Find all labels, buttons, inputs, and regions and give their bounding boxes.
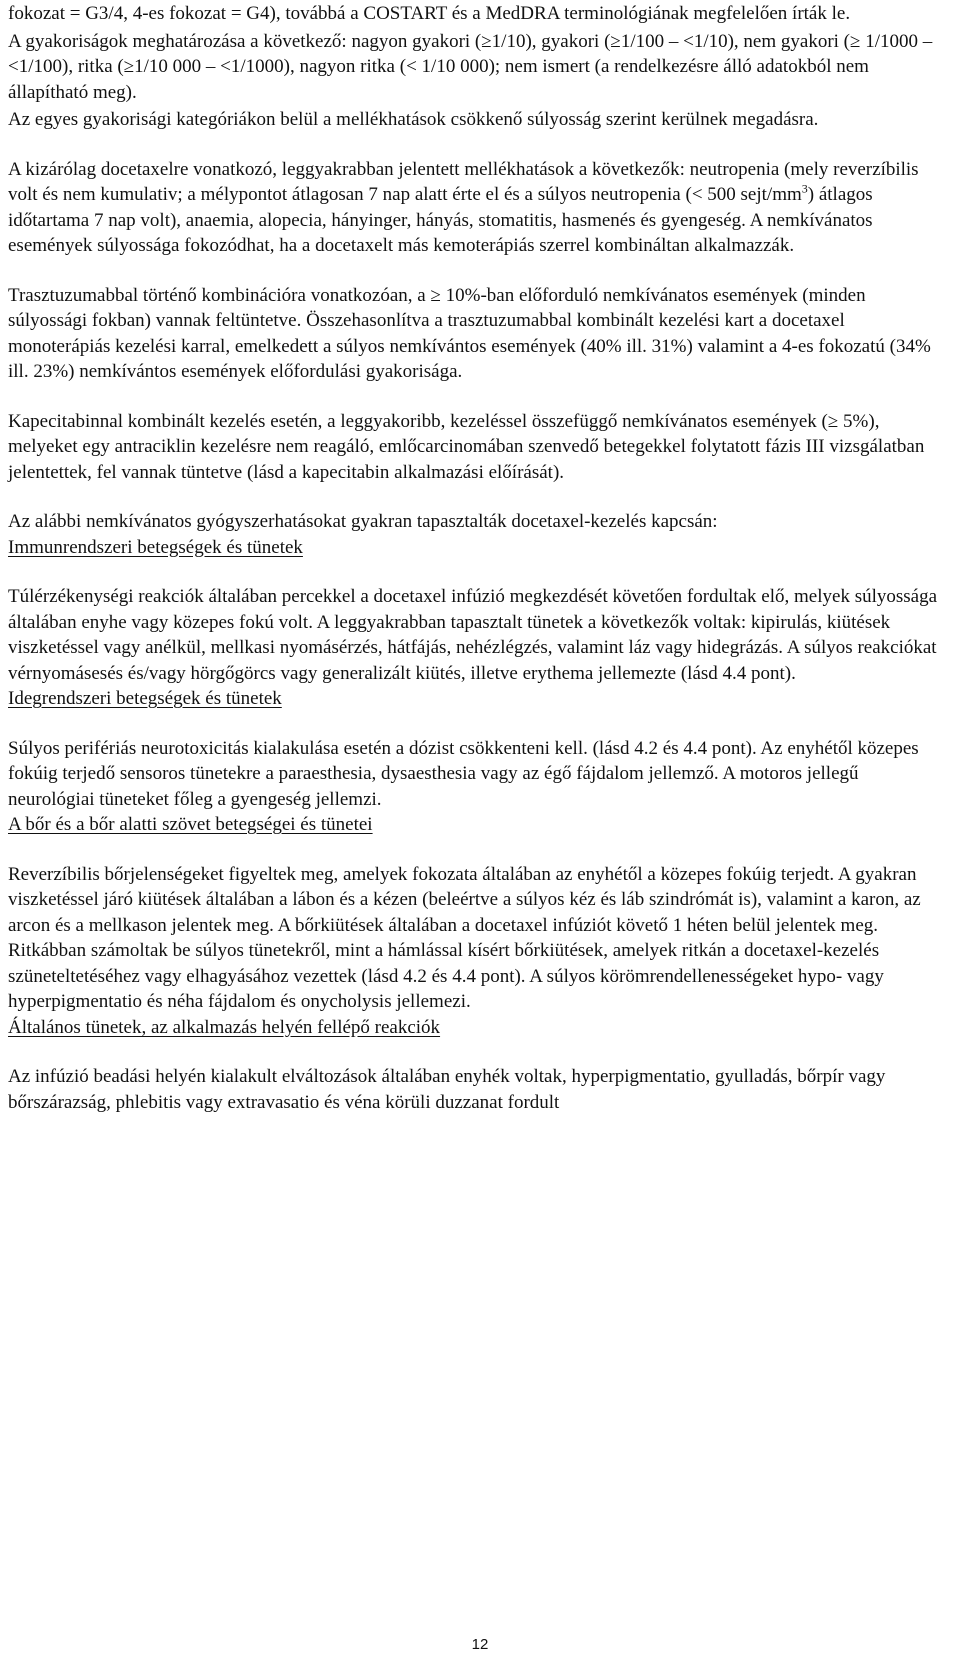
superscript-cubic: 3	[801, 181, 808, 196]
paragraph-frequency-ordering: Az egyes gyakorisági kategóriákon belül a mellékhatások csökkenő súlyosság szerint kerülnek megadásra.	[8, 109, 819, 130]
paragraph-hypersensitivity: Túlérzékenységi reakciók általában percekkel a docetaxel infúzió megkezdését követően fordultak elő, melyek súlyossága általában enyhe vagy közepes fokú volt. A leggyakrabban tapasztalt tünetek a következők voltak: kipirulás, kiütések viszketéssel vagy anélkül, mellkasi nyomásérzés, hátfájás, nehézlégzés, valamint láz vagy hidegrázás. A súlyos reakciókat vérnyomásesés és/vagy hörgőgörcs vagy generalizált kiütés, illetve erythema jellemezte (lásd 4.4 pont).	[8, 586, 938, 684]
paragraph-skin-reactions: Reverzíbilis bőrjelenségeket figyeltek meg, amelyek fokozata általában az enyhétől a közepes fokúig terjedt. A gyakran viszketéssel járó kiütések általában a lábon és a kézen (beleértve a súlyos kéz és láb szindrómát is), valamint a karon, az arcon és a mellkason jelentek meg. A bőrkiütések általában a docetaxel infúziót követő 1 héten belül jelentek meg. Ritkábban számoltak be súlyos tünetekről, mint a hámlással kísért bőrkiütések, amelyek ritkán a docetaxel-kezelés szüneteltetéséhez vagy elhagyásához vezettek (lásd 4.2 és 4.4 pont). A súlyos körömrendellenességeket hypo- vagy hyperpigmentatio és néha fájdalom és onycholysis jellemezi.	[8, 863, 921, 1012]
paragraph-adverse-reactions-intro: Az alábbi nemkívánatos gyógyszerhatásokat gyakran tapasztalták docetaxel-kezelés kapcsán:	[8, 511, 718, 532]
paragraph-capecitabine-combination: Kapecitabinnal kombinált kezelés esetén, a leggyakoribb, kezeléssel összefüggő nemkívánatos események (≥ 5%), melyeket egy antraciklin kezelésre nem reagáló, emlőcarcinomában szenvedő betegekkel folytatott fázis III vizsgálatban jelentettek, fel vannak tüntetve (lásd a kapecitabin alkalmazási előírását).	[8, 410, 925, 483]
page-number: 12	[471, 1636, 489, 1653]
paragraph-infusion-site: Az infúzió beadási helyén kialakult elváltozások általában enyhék voltak, hyperpigmentatio, gyulladás, bőrpír vagy bőrszárazság, phlebitis vagy extravasatio és véna körüli duzzanat fordult	[8, 1066, 886, 1113]
paragraph-severity-terminology: fokozat = G3/4, 4-es fokozat = G4), továbbá a COSTART és a MedDRA terminológiának megfelelően írták le.	[8, 3, 851, 24]
paragraph-trastuzumab-combination: Trasztuzumabbal történő kombinációra vonatkozóan, a ≥ 10%-ban előforduló nemkívánatos események (minden súlyossági fokban) vannak feltüntetve. Összehasonlítva a trasztuzumabbal kombinált kezelési kart a docetaxel monoterápiás kezelési karral, emelkedett a súlyos nemkívántos események (40% ill. 31%) valamint a 4-es fokozatú (34% ill. 23%) nemkívántos események előfordulási gyakorisága.	[8, 284, 931, 382]
paragraph-docetaxel-adverse-effects	[8, 157, 944, 259]
paragraph-docetaxel-text-before: A kizárólag docetaxelre vonatkozó, leggyakrabban jelentett mellékhatások a következők: neutropenia (mely reverzíbilis volt és nem kumulativ; a mélypontot átlagosan 7 nap alatt érte el és a súlyos neutropenia (< 500 sejt/mm	[8, 158, 919, 205]
section-heading-nervous-system: Idegrendszeri betegségek és tünetek	[8, 688, 282, 709]
paragraph-docetaxel-text-after: ) átlagos időtartama 7 nap volt), anaemia, alopecia, hányinger, hányás, stomatitis, hasmenés és gyengeség. A nemkívánatos események súlyossága fokozódhat, ha a docetaxelt más kemoterápiás szerrel kombináltan alkalmazzák.	[8, 184, 873, 256]
section-heading-immune-system: Immunrendszeri betegségek és tünetek	[8, 536, 303, 558]
section-heading-skin: A bőr és a bőr alatti szövet betegségei és tünetei	[8, 814, 373, 835]
section-heading-general-disorders: Általános tünetek, az alkalmazás helyén fellépő reakciók	[8, 1016, 441, 1038]
paragraph-neurotoxicity: Súlyos perifériás neurotoxicitás kialakulása esetén a dózist csökkenteni kell. (lásd 4.2 és 4.4 pont). Az enyhétől közepes fokúig terjedő sensoros tünetekre a paraesthesia, dysaesthesia vagy az égő fájdalom jellemző. A motoros jellegű neurológiai tüneteket főleg a gyengeség jellemzi.	[8, 737, 919, 810]
paragraph-frequency-definitions: A gyakoriságok meghatározása a következő: nagyon gyakori (≥1/10), gyakori (≥1/100 – <1/10), nem gyakori (≥ 1/1000 – <1/100), ritka (≥1/10 000 – <1/1000), nagyon ritka (< 1/10 000); nem ismert (a rendelkezésre álló adatokból nem állapítható meg).	[8, 30, 933, 103]
